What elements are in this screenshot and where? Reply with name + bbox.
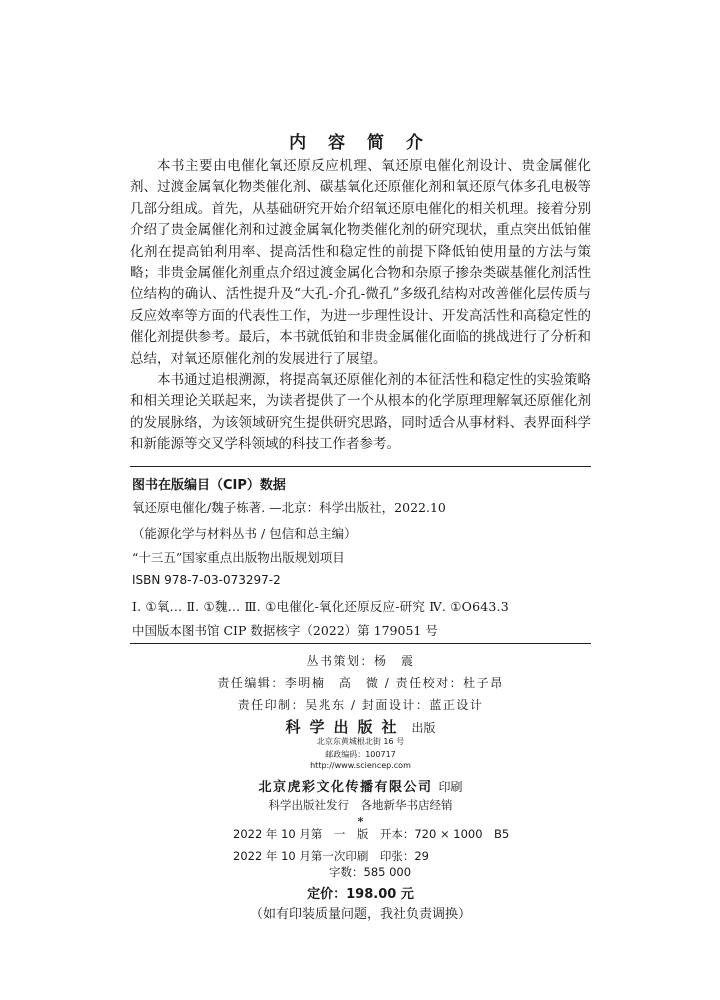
publisher-line: [130, 716, 591, 737]
separator-star: *: [357, 815, 364, 828]
summary-body: [130, 156, 591, 456]
summary-paragraph-1: 本书主要由电催化氧还原反应机理、氧还原电催化剂设计、贵金属催化剂、过渡金属氧化物类催化剂、碳基氧化还原催化剂和氧还原气体多孔电极等几部分组成。首先，从基础研究开始介绍氧还原电催化的相关机理。接着分别介绍了贵金属催化剂和过渡金属氧化物类催化剂的研究现状，重点突出低铂催化剂在提高铂利用率、提高活性和稳定性的前提下降低铂使用量的方法与策略；非贵金属催化剂重点介绍过渡金属化合物和杂原子掺杂类碳基催化剂活性位结构的确认、活性提升及“大孔-介孔-微孔”多级孔结构对改善催化层传质与反应效率等方面的代表性工作，为进一步理性设计、开发高活性和高稳定性的催化剂提供参考。最后，本书就低铂和非贵金属催化面临的挑战进行了分析和总结，对氧还原催化剂的发展进行了展望。: [130, 158, 591, 367]
printer-line: [130, 776, 591, 795]
editor-credit: 责任编辑：李明楠 高 微 / 责任校对：杜子昂: [217, 676, 504, 690]
price: 定价：198.00 元: [307, 887, 414, 902]
cip-project-line: “十三五”国家重点出版物出版规划项目: [132, 550, 345, 565]
word-count: 字数：585 000: [329, 865, 412, 879]
series-planning-credit: 丛书策划：杨 震: [306, 654, 415, 668]
publisher-address: 北京东黄城根北街 16 号: [316, 737, 405, 746]
cip-series-line: （能源化学与材料丛书 / 包信和总主编）: [132, 526, 357, 541]
summary-title: 内 容 简 介: [289, 133, 431, 153]
quality-notice: （如有印装质量问题，我社负责调换）: [249, 907, 471, 922]
publisher-postcode: 邮政编码：100717: [325, 750, 396, 759]
summary-paragraph-2: 本书通过追根溯源，将提高氧还原催化剂的本征活性和稳定性的实验策略和相关理论关联起来，为读者提供了一个从根本的化学原理理解氧还原催化剂的发展脉络，为该领域研究生提供研究思路，同时适合从事材料、表界面科学和新能源等交叉学科领域的科技工作者参考。: [130, 372, 591, 453]
cip-bottom-rule: [130, 643, 591, 644]
cip-isbn: ISBN 978-7-03-073297-2: [132, 573, 281, 587]
printing-line: 2022 年 10 月第一次印刷 印张：29: [233, 849, 429, 863]
cip-top-rule: [130, 466, 591, 467]
distribution-line: 科学出版社发行 各地新华书店经销: [268, 798, 453, 812]
printer-suffix: 印刷: [438, 780, 463, 794]
publisher-name: 科学出版社: [285, 718, 406, 736]
production-credit: 责任印制：吴兆东 / 封面设计：蓝正设计: [237, 698, 484, 712]
cip-classification: Ⅰ. ①氧… Ⅱ. ①魏… Ⅲ. ①电催化-氧化还原反应-研究 Ⅳ. ①O643.3: [132, 599, 509, 614]
publisher-website: http://www.sciencep.com: [310, 761, 411, 770]
cip-record-number: 中国版本图书馆 CIP 数据核字（2022）第 179051 号: [132, 623, 438, 638]
cip-heading: 图书在版编目（CIP）数据: [132, 478, 286, 493]
printer-name: 北京虎彩文化传播有限公司: [258, 780, 433, 795]
cip-title-line: 氧还原电催化/魏子栋著. —北京：科学出版社，2022.10: [132, 500, 446, 515]
publisher-suffix: 出版: [411, 721, 436, 735]
edition-line: 2022 年 10 月第 一 版 开本：720 × 1000 B5: [233, 827, 510, 841]
